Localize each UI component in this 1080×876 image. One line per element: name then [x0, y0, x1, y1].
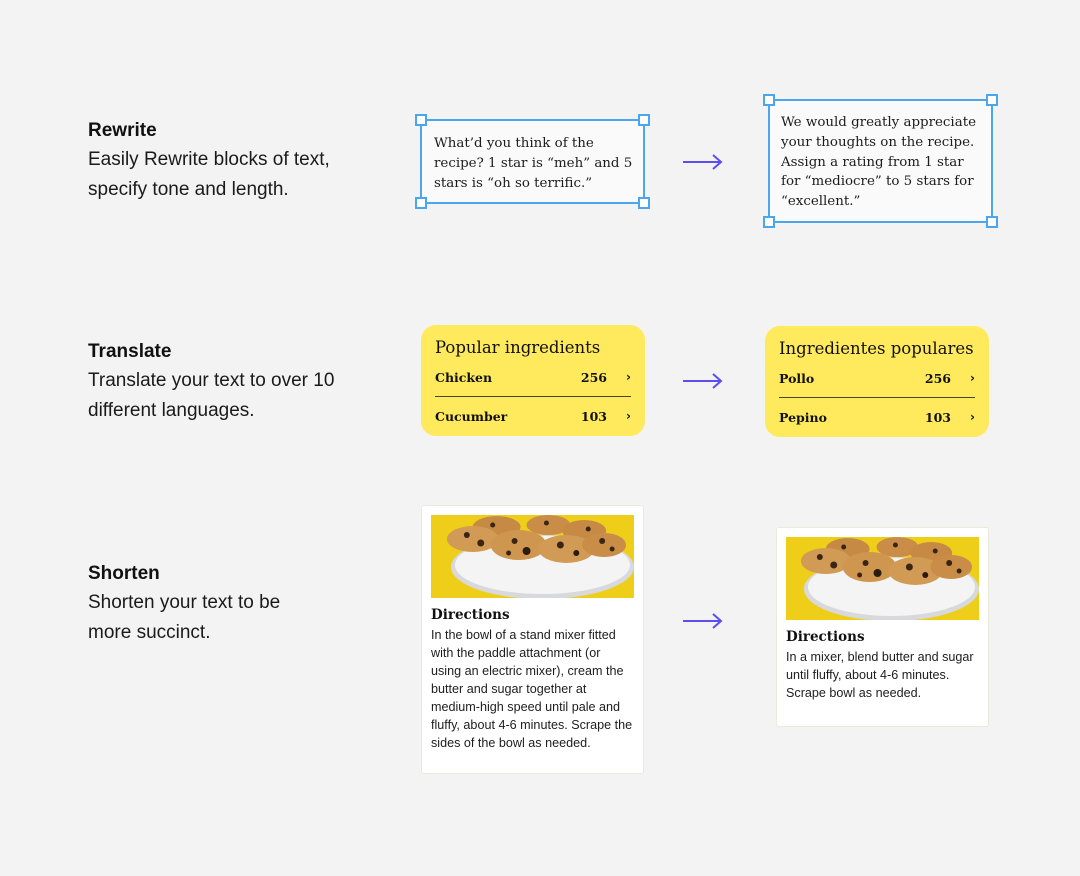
feature-translate — [88, 339, 388, 426]
rewrite-after-box[interactable] — [768, 99, 993, 223]
divider — [435, 396, 631, 397]
rewrite-before-box[interactable] — [420, 119, 645, 204]
recipe-card-short — [776, 527, 989, 727]
resize-handle-bottom-left[interactable] — [763, 216, 775, 228]
ingredient-count: 256 — [924, 370, 951, 386]
feature-title-shorten: Shorten — [88, 563, 160, 584]
feature-desc-translate: Translate your text to over 10 different languages. — [88, 370, 335, 421]
ingredient-name: Pollo — [779, 370, 815, 386]
resize-handle-bottom-right[interactable] — [638, 197, 650, 209]
feature-title-rewrite: Rewrite — [88, 120, 157, 141]
resize-handle-top-right[interactable] — [986, 94, 998, 106]
ingredient-name: Pepino — [779, 409, 827, 425]
rewrite-before-text: What’d you think of the recipe? 1 star is “meh” and 5 stars is “oh so terrific.” — [434, 136, 633, 191]
ingredient-name: Chicken — [435, 369, 493, 385]
recipe-title: Directions — [786, 629, 865, 645]
arrow-right-icon — [682, 371, 724, 391]
ingredients-card-english — [421, 325, 645, 436]
resize-handle-bottom-right[interactable] — [986, 216, 998, 228]
divider — [779, 397, 975, 398]
recipe-body: In the bowl of a stand mixer fitted with the paddle attachment (or using an electric mixer), cream the butter and sugar together at medium-high speed until pale and fluffy, about 4-6 minutes. Scrape the sides of the bowl as needed. — [431, 628, 633, 750]
ingredient-row[interactable] — [779, 364, 975, 392]
recipe-card-long — [421, 505, 644, 774]
ingredient-row[interactable] — [779, 403, 975, 431]
ingredient-row[interactable] — [435, 402, 631, 430]
arrow-right-icon — [682, 152, 724, 172]
ingredient-row[interactable] — [435, 363, 631, 391]
chevron-right-icon[interactable]: › — [970, 371, 975, 385]
chevron-right-icon[interactable]: › — [626, 409, 631, 423]
resize-handle-top-right[interactable] — [638, 114, 650, 126]
resize-handle-top-left[interactable] — [415, 114, 427, 126]
ingredients-card-title: Popular ingredients — [435, 338, 601, 357]
feature-shorten — [88, 561, 388, 648]
ingredient-count: 103 — [580, 408, 607, 424]
feature-desc-rewrite: Easily Rewrite blocks of text, specify tone and length. — [88, 149, 330, 200]
chevron-right-icon[interactable]: › — [970, 410, 975, 424]
ingredient-count: 103 — [924, 409, 951, 425]
recipe-title: Directions — [431, 607, 510, 623]
ingredient-name: Cucumber — [435, 408, 508, 424]
ingredients-card-title: Ingredientes populares — [779, 339, 974, 358]
ingredients-card-spanish — [765, 326, 989, 437]
feature-rewrite — [88, 118, 388, 205]
resize-handle-top-left[interactable] — [763, 94, 775, 106]
recipe-body: In a mixer, blend butter and sugar until fluffy, about 4-6 minutes. Scrape bowl as needed. — [786, 650, 974, 700]
arrow-right-icon — [682, 611, 724, 631]
ingredient-count: 256 — [580, 369, 607, 385]
feature-title-translate: Translate — [88, 341, 172, 362]
cookies-plate-image — [786, 537, 979, 620]
feature-desc-shorten: Shorten your text to be more succinct. — [88, 592, 281, 643]
rewrite-after-text: We would greatly appreciate your thoughts on the recipe. Assign a rating from 1 star for “mediocre” to 5 stars for “excellent.” — [781, 115, 977, 210]
chevron-right-icon[interactable]: › — [626, 370, 631, 384]
cookies-plate-image — [431, 515, 634, 598]
resize-handle-bottom-left[interactable] — [415, 197, 427, 209]
